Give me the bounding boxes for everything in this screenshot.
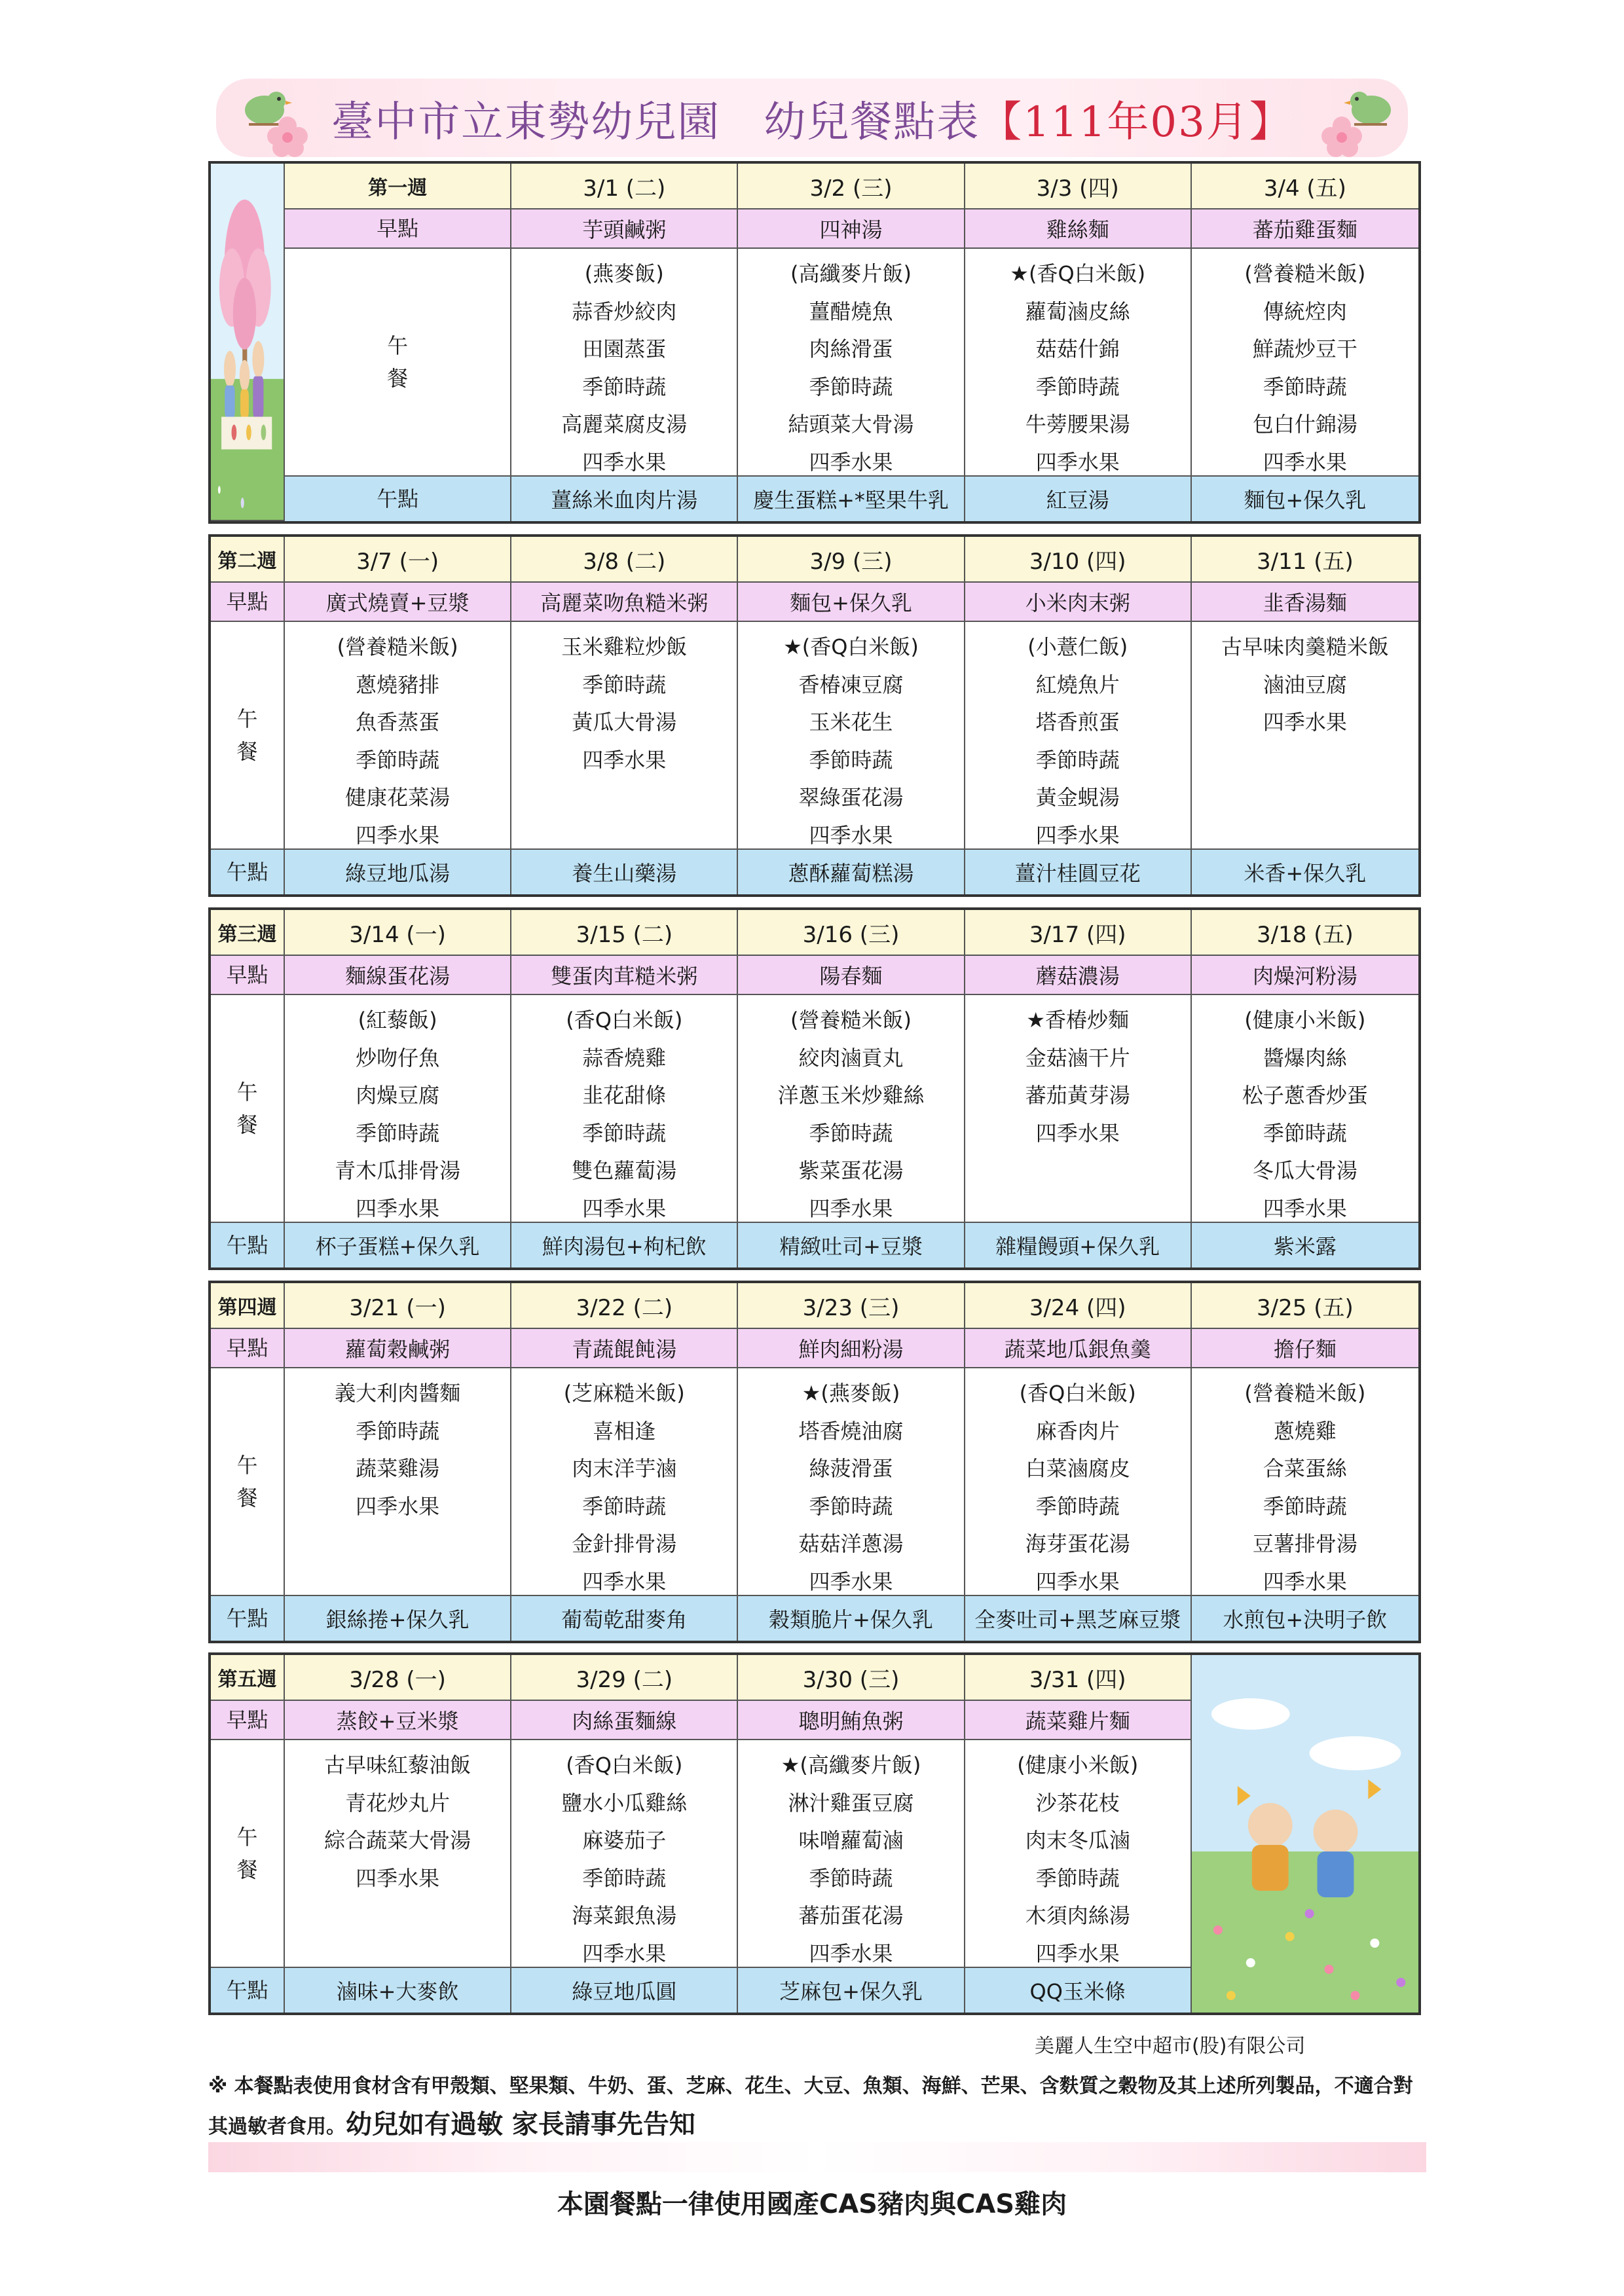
snack-item: 紅豆湯 [965,477,1192,521]
snack-item: 米香+保久乳 [1192,850,1418,894]
snack-item: 水煎包+決明子飲 [1192,1596,1418,1641]
week-label: 第一週 [285,164,511,210]
lunch-menu [511,1740,738,1968]
snack-item: 薑絲米血肉片湯 [511,477,738,521]
picnic-illustration [211,164,285,521]
lunch-item: 麻香肉片 [1035,1418,1120,1444]
lunch-item: 味噌蘿蔔滷 [798,1828,904,1853]
lunch-label-1: 午 [236,706,258,731]
lunch-menu [511,249,738,477]
week-label: 第五週 [211,1655,285,1701]
lunch-item: (營養糙米飯) [790,1008,912,1032]
snack-item: 綠豆地瓜圓 [511,1968,738,2013]
day-date: 3/1 (二) [511,164,738,210]
lunch-item: 洋蔥玉米炒雞絲 [777,1083,925,1108]
lunch-item: 合菜蛋絲 [1263,1456,1347,1481]
lunch-item: 季節時蔬 [1263,1120,1347,1146]
snack-label: 午點 [285,477,511,521]
day-date: 3/15 (二) [511,910,738,956]
lunch-item: 季節時蔬 [356,747,440,773]
lunch-item: 冬瓜大骨湯 [1252,1158,1357,1183]
lunch-menu [965,622,1192,850]
lunch-item: 四季水果 [809,1195,893,1221]
lunch-label-2: 餐 [236,739,258,764]
lunch-item: ★香椿炒麵 [1026,1008,1130,1032]
lunch-item: 四季水果 [1263,710,1347,735]
lunch-item: 季節時蔬 [809,1120,893,1146]
lunch-item: (小薏仁飯) [1027,634,1128,659]
lunch-item: 四季水果 [582,1195,667,1221]
day-date: 3/24 (四) [965,1283,1192,1329]
lunch-item: 季節時蔬 [356,1418,440,1444]
lunch-item: 季節時蔬 [809,1493,893,1519]
lunch-item: (香Q白米飯) [566,1008,683,1032]
breakfast-item: 芋頭鹹粥 [511,210,738,249]
lunch-menu [1192,622,1418,850]
breakfast-item: 高麗菜吻魚糙米粥 [511,583,738,622]
lunch-item: 雙色蘿蔔湯 [572,1158,677,1183]
lunch-item: (芝麻糙米飯) [563,1381,685,1406]
lunch-item: (燕麥飯) [584,261,664,286]
breakfast-item: 韭香湯麵 [1192,583,1418,622]
lunch-menu [738,249,965,477]
breakfast-item: 肉燥河粉湯 [1192,956,1418,995]
lunch-label-1: 午 [236,1825,258,1850]
lunch-label-2: 餐 [236,1485,258,1510]
breakfast-item: 雙蛋肉茸糙米粥 [511,956,738,995]
snack-item: 穀類脆片+保久乳 [738,1596,965,1641]
day-date: 3/7 (一) [285,537,511,583]
title-main: 臺中市立東勢幼兒園 幼兒餐點表 [331,98,980,147]
lunch-item: (健康小米飯) [1017,1753,1139,1777]
breakfast-item: 四神湯 [738,210,965,249]
snack-item: 滷味+大麥飲 [285,1968,511,2013]
breakfast-item: 蕃茄雞蛋麵 [1192,210,1418,249]
lunch-item: 四季水果 [1035,822,1120,848]
lunch-item: ★(燕麥飯) [802,1381,900,1406]
lunch-item: 豆薯排骨湯 [1252,1531,1357,1556]
lunch-item: 韭花甜條 [582,1083,667,1108]
lunch-item: 菇菇什錦 [1035,337,1120,361]
lunch-item: 沙茶花枝 [1035,1790,1120,1815]
lunch-item: ★(高纖麥片飯) [781,1753,921,1777]
lunch-item: 四季水果 [356,1195,440,1221]
lunch-menu [1192,1368,1418,1596]
breakfast-label: 早點 [211,1701,285,1740]
lunch-label [211,1368,285,1596]
lunch-item: (高纖麥片飯) [790,261,912,286]
lunch-item: 海芽蛋花湯 [1025,1531,1130,1556]
lunch-item: 香椿凍豆腐 [798,672,904,697]
lunch-item: 蔬菜雞湯 [356,1456,440,1481]
lunch-item: 綠菠滑蛋 [809,1456,893,1481]
day-date: 3/21 (一) [285,1283,511,1329]
lunch-item: (營養糙米飯) [1244,1381,1366,1406]
snack-item: 紫米露 [1192,1223,1418,1267]
lunch-label-1: 午 [236,1453,258,1478]
lunch-item: 四季水果 [809,449,893,475]
snack-item: 雜糧饅頭+保久乳 [965,1223,1192,1267]
lunch-item: 綜合蔬菜大骨湯 [324,1828,471,1853]
snack-item: 精緻吐司+豆漿 [738,1223,965,1267]
lunch-item: 木須肉絲湯 [1025,1903,1130,1928]
lunch-item: 四季水果 [582,1941,667,1966]
lunch-item: 季節時蔬 [1035,1865,1120,1891]
lunch-item: 白菜滷腐皮 [1025,1456,1130,1481]
lunch-item: 四季水果 [582,747,667,773]
lunch-item: 菇菇洋蔥湯 [798,1531,904,1556]
lunch-item: 玉米雞粒炒飯 [561,634,688,659]
lunch-item: 四季水果 [1263,1195,1347,1221]
lunch-item: 魚香蒸蛋 [356,710,440,735]
lunch-item: 季節時蔬 [582,672,667,697]
allergy-note [208,2068,1426,2146]
day-date: 3/23 (三) [738,1283,965,1329]
snack-label: 午點 [211,850,285,894]
lunch-item: 季節時蔬 [1035,374,1120,399]
day-date: 3/22 (二) [511,1283,738,1329]
lunch-item: 結頭菜大骨湯 [788,412,914,437]
lunch-item: 黃金蜆湯 [1035,785,1120,810]
lunch-item: 季節時蔬 [582,1120,667,1146]
lunch-menu [738,995,965,1223]
lunch-item: 醬爆肉絲 [1263,1045,1347,1070]
breakfast-item: 蘿蔔穀鹹粥 [285,1329,511,1368]
day-date: 3/31 (四) [965,1655,1192,1701]
lunch-label-2: 餐 [236,1112,258,1137]
week-5-table [208,1652,1421,2015]
lunch-item: 四季水果 [1035,449,1120,475]
lunch-item: 季節時蔬 [1035,1493,1120,1519]
breakfast-item: 擔仔麵 [1192,1329,1418,1368]
snack-item: QQ玉米條 [965,1968,1192,2013]
lunch-item: 翠綠蛋花湯 [798,785,904,810]
lunch-label-2: 餐 [236,1857,258,1882]
breakfast-item: 蔬菜地瓜銀魚羹 [965,1329,1192,1368]
day-date: 3/14 (一) [285,910,511,956]
snack-item: 葡萄乾甜麥角 [511,1596,738,1641]
lunch-item: 肉絲滑蛋 [809,337,893,361]
lunch-item: 松子蔥香炒蛋 [1242,1083,1368,1108]
lunch-item: 喜相逢 [593,1418,656,1444]
breakfast-item: 鮮肉細粉湯 [738,1329,965,1368]
lunch-item: 牛蒡腰果湯 [1025,412,1130,437]
lunch-menu [965,1368,1192,1596]
lunch-item: 包白什錦湯 [1252,412,1357,437]
lunch-item: 肉末冬瓜滷 [1025,1828,1130,1853]
lunch-item: 四季水果 [356,1865,440,1891]
lunch-item: 蔥燒雞 [1273,1418,1337,1444]
lunch-item: (營養糙米飯) [1244,261,1366,286]
lunch-item: 蕃茄黃芽湯 [1025,1083,1130,1108]
lunch-item: 青木瓜排骨湯 [335,1158,461,1183]
breakfast-item: 陽春麵 [738,956,965,995]
lunch-item: 鮮蔬炒豆干 [1252,337,1357,361]
lunch-item: 季節時蔬 [809,374,893,399]
week-2-table [208,534,1421,897]
lunch-item: 季節時蔬 [582,374,667,399]
day-date: 3/25 (五) [1192,1283,1418,1329]
lunch-item: 鹽水小瓜雞絲 [561,1790,688,1815]
lunch-label-2: 餐 [387,366,409,391]
lunch-item: 四季水果 [356,1493,440,1519]
breakfast-label: 早點 [211,583,285,622]
lunch-item: 四季水果 [809,822,893,848]
lunch-item: (營養糙米飯) [337,634,458,659]
lunch-item: 季節時蔬 [809,1865,893,1891]
lunch-item: 四季水果 [809,1569,893,1594]
week-3-table [208,907,1421,1270]
lunch-item: 薑醋燒魚 [809,299,893,324]
lunch-item: 四季水果 [1035,1941,1120,1966]
lunch-item: 蔥燒豬排 [356,672,440,697]
lunch-label [211,622,285,850]
lunch-label-1: 午 [236,1080,258,1104]
lunch-item: 肉末洋芋滷 [572,1456,677,1481]
breakfast-item: 小米肉末粥 [965,583,1192,622]
breakfast-item: 聰明鮪魚粥 [738,1701,965,1740]
lunch-item: 肉燥豆腐 [356,1083,440,1108]
lunch-item: 玉米花生 [809,710,893,735]
lunch-item: (紅藜飯) [358,1008,437,1032]
snack-item: 全麥吐司+黑芝麻豆漿 [965,1596,1192,1641]
lunch-menu [511,995,738,1223]
snack-item: 鮮肉湯包+枸杞飲 [511,1223,738,1267]
lunch-label-1: 午 [387,333,409,358]
allergy-note-emphasis: 幼兒如有過敏 家長請事先告知 [346,2109,695,2140]
day-date: 3/30 (三) [738,1655,965,1701]
day-date: 3/17 (四) [965,910,1192,956]
supplier-name: 美麗人生空中超市(股)有限公司 [1035,2035,1306,2058]
lunch-item: 田園蒸蛋 [582,337,667,361]
day-date: 3/16 (三) [738,910,965,956]
lunch-item: 金針排骨湯 [572,1531,677,1556]
snack-item: 蔥酥蘿蔔糕湯 [738,850,965,894]
lunch-item: 四季水果 [582,1569,667,1594]
snack-item: 杯子蛋糕+保久乳 [285,1223,511,1267]
allergy-note-text: ※ 本餐點表使用食材含有甲殼類、堅果類、牛奶、蛋、芝麻、花生、大豆、魚類、海鮮、芒果、含麩質之穀物及其上述所列製品，不適合對其過敏者食用。 [208,2075,1413,2138]
lunch-item: 金菇滷干片 [1025,1045,1130,1070]
snack-item: 薑汁桂圓豆花 [965,850,1192,894]
lunch-item: 蕃茄蛋花湯 [798,1903,904,1928]
breakfast-label: 早點 [285,210,511,249]
lunch-item: (香Q白米飯) [566,1753,683,1777]
day-date: 3/18 (五) [1192,910,1418,956]
breakfast-item: 蘑菇濃湯 [965,956,1192,995]
day-date: 3/4 (五) [1192,164,1418,210]
snack-item: 養生山藥湯 [511,850,738,894]
lunch-item: 紫菜蛋花湯 [798,1158,904,1183]
lunch-label [211,1740,285,1968]
lunch-item: 傳統焢肉 [1263,299,1347,324]
lunch-item: ★(香Q白米飯) [1010,261,1146,286]
lunch-item: 義大利肉醬麵 [335,1381,461,1406]
breakfast-item: 麵包+保久乳 [738,583,965,622]
day-date: 3/29 (二) [511,1655,738,1701]
lunch-menu [285,1740,511,1968]
lunch-item: 絞肉滷貢丸 [798,1045,904,1070]
meadow-illustration [1192,1655,1418,2013]
breakfast-item: 雞絲麵 [965,210,1192,249]
breakfast-item: 麵線蛋花湯 [285,956,511,995]
lunch-item: 麻婆茄子 [582,1828,667,1853]
day-date: 3/10 (四) [965,537,1192,583]
snack-item: 芝麻包+保久乳 [738,1968,965,2013]
day-date: 3/2 (三) [738,164,965,210]
breakfast-item: 蔬菜雞片麵 [965,1701,1192,1740]
lunch-menu [285,995,511,1223]
lunch-item: 季節時蔬 [582,1493,667,1519]
breakfast-label: 早點 [211,1329,285,1368]
lunch-item: 滷油豆腐 [1263,672,1347,697]
lunch-item: 高麗菜腐皮湯 [561,412,688,437]
lunch-menu [1192,249,1418,477]
lunch-item: 四季水果 [1035,1569,1120,1594]
lunch-menu [511,622,738,850]
lunch-item: 季節時蔬 [1035,747,1120,773]
title-year-month: 【111年03月】 [980,98,1293,147]
week-1-table [208,161,1421,524]
lunch-item: 蒜香炒絞肉 [572,299,677,324]
lunch-item: 蘿蔔滷皮絲 [1025,299,1130,324]
snack-item: 銀絲捲+保久乳 [285,1596,511,1641]
lunch-label [285,249,511,477]
lunch-item: 塔香燒油腐 [798,1418,904,1444]
breakfast-item: 廣式燒賣+豆漿 [285,583,511,622]
lunch-item: 古早味紅藜油飯 [324,1753,471,1777]
page-title [0,88,1624,149]
lunch-menu [285,1368,511,1596]
breakfast-label: 早點 [211,956,285,995]
lunch-menu [738,1740,965,1968]
lunch-item: 四季水果 [356,822,440,848]
footer-text: 本園餐點一律使用國產CAS豬肉與CAS雞肉 [557,2189,1067,2219]
lunch-item: 季節時蔬 [1263,374,1347,399]
lunch-item: 炒吻仔魚 [356,1045,440,1070]
day-date: 3/8 (二) [511,537,738,583]
lunch-menu [965,249,1192,477]
lunch-item: 古早味肉羹糙米飯 [1221,634,1389,659]
breakfast-item: 蒸餃+豆米漿 [285,1701,511,1740]
lunch-item: 季節時蔬 [356,1120,440,1146]
lunch-item: 塔香煎蛋 [1035,710,1120,735]
lunch-item: ★(香Q白米飯) [783,634,919,659]
lunch-item: 黃瓜大骨湯 [572,710,677,735]
lunch-item: (香Q白米飯) [1019,1381,1136,1406]
lunch-item: 四季水果 [1263,449,1347,475]
lunch-menu [511,1368,738,1596]
lunch-item: 季節時蔬 [809,747,893,773]
footer-band [208,2142,1426,2172]
lunch-item: 紅燒魚片 [1035,672,1120,697]
snack-item: 綠豆地瓜湯 [285,850,511,894]
lunch-item: 蒜香燒雞 [582,1045,667,1070]
snack-item: 慶生蛋糕+*堅果牛乳 [738,477,965,521]
snack-label: 午點 [211,1968,285,2013]
week-label: 第四週 [211,1283,285,1329]
lunch-item: 淋汁雞蛋豆腐 [788,1790,914,1815]
day-date: 3/11 (五) [1192,537,1418,583]
lunch-item: 四季水果 [809,1941,893,1966]
lunch-item: 季節時蔬 [1263,1493,1347,1519]
day-date: 3/9 (三) [738,537,965,583]
lunch-menu [738,622,965,850]
lunch-item: 四季水果 [1035,1120,1120,1146]
snack-item: 麵包+保久乳 [1192,477,1418,521]
breakfast-item: 青蔬餛飩湯 [511,1329,738,1368]
snack-label: 午點 [211,1596,285,1641]
breakfast-item: 肉絲蛋麵線 [511,1701,738,1740]
week-label: 第三週 [211,910,285,956]
lunch-item: 健康花菜湯 [345,785,451,810]
lunch-item: 四季水果 [1263,1569,1347,1594]
lunch-item: 季節時蔬 [582,1865,667,1891]
lunch-item: (健康小米飯) [1244,1008,1366,1032]
lunch-menu [965,1740,1192,1968]
snack-label: 午點 [211,1223,285,1267]
lunch-menu [1192,995,1418,1223]
lunch-menu [965,995,1192,1223]
lunch-item: 海菜銀魚湯 [572,1903,677,1928]
lunch-menu [285,622,511,850]
day-date: 3/3 (四) [965,164,1192,210]
lunch-label [211,995,285,1223]
week-4-table [208,1281,1421,1643]
lunch-item: 青花炒丸片 [345,1790,451,1815]
day-date: 3/28 (一) [285,1655,511,1701]
lunch-item: 四季水果 [582,449,667,475]
week-label: 第二週 [211,537,285,583]
lunch-menu [738,1368,965,1596]
